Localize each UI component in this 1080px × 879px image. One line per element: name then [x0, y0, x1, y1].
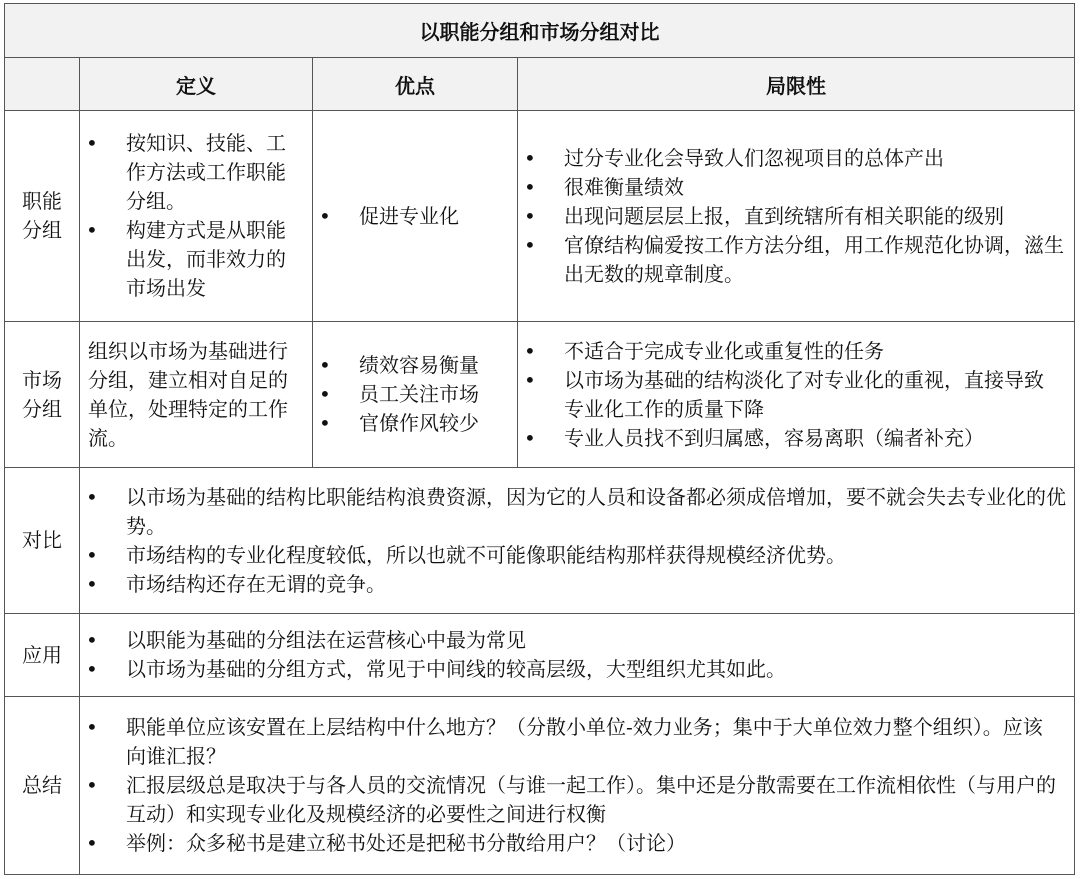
application-row: [5, 614, 1074, 697]
comparison-table: [4, 3, 1075, 875]
list-item: • 汇报层级总是取决于与各人员的交流情况（与谁一起工作）。集中还是分散需要在工作流相依性（与用户的互动）和实现专业化及规模经济的必要性之间进行权衡: [80, 771, 1060, 829]
list-item: • 不适合于完成专业化或重复性的任务: [518, 337, 1060, 366]
list-item: • 很难衡量绩效: [518, 173, 1066, 202]
list-item: • 以市场为基础的分组方式，常见于中间线的较高层级，大型组织尤其如此。: [80, 655, 1066, 684]
list-item: • 员工关注市场: [313, 380, 517, 409]
list-item: • 以市场为基础的结构淡化了对专业化的重视，直接导致专业化工作的质量下降: [518, 366, 1060, 424]
comparison-label: 对比: [5, 468, 80, 613]
list-item: • 专业人员找不到归属感，容易离职（编者补充）: [518, 424, 1060, 453]
table-title: 以职能分组和市场分组对比: [419, 20, 660, 44]
market-row: [5, 322, 1074, 468]
header-corner: [5, 58, 80, 110]
list-item: • 市场结构的专业化程度较低，所以也就不可能像职能结构那样获得规模经济优势。: [80, 541, 1066, 570]
application-label: 应用: [5, 614, 80, 696]
summary-row: [5, 697, 1074, 874]
functional-definition: [80, 111, 313, 321]
functional-row: [5, 111, 1074, 322]
market-definition-text: 组织以市场为基础进行分组，建立相对自足的单位，处理特定的工作流。: [88, 338, 288, 450]
market-label: 市场分组: [5, 322, 80, 467]
market-definition: [80, 322, 313, 467]
summary-content: [80, 697, 1074, 874]
functional-label: 职能分组: [5, 111, 80, 321]
header-advantages: 优点: [313, 58, 518, 110]
header-limitations: 局限性: [766, 73, 826, 98]
summary-label: 总结: [5, 697, 80, 874]
list-item: • 按知识、技能、工作方法或工作职能分组。: [80, 129, 298, 216]
list-item: • 职能单位应该安置在上层结构中什么地方？（分散小单位-效力业务；集中于大单位效力整个组织）。应该向谁汇报？: [80, 713, 1060, 771]
list-item: • 促进专业化: [313, 202, 517, 231]
list-item: • 官僚作风较少: [313, 409, 517, 438]
list-item: • 出现问题层层上报，直到统辖所有相关职能的级别: [518, 202, 1066, 231]
list-item: • 以职能为基础的分组法在运营核心中最为常见: [80, 626, 1066, 655]
market-limitations: [518, 322, 1074, 467]
list-item: • 举例：众多秘书是建立秘书处还是把秘书分散给用户？（讨论）: [80, 829, 1060, 858]
market-advantages: [313, 322, 518, 467]
list-item: • 绩效容易衡量: [313, 351, 517, 380]
list-item: • 构建方式是从职能出发，而非效力的市场出发: [80, 216, 298, 303]
header-definition: 定义: [80, 58, 313, 110]
title-row: [5, 4, 1074, 58]
application-content: [80, 614, 1074, 696]
header-row: [5, 58, 1074, 111]
comparison-row: [5, 468, 1074, 614]
comparison-content: [80, 468, 1074, 613]
list-item: • 以市场为基础的结构比职能结构浪费资源，因为它的人员和设备都必须成倍增加，要不就会失去专业化的优势。: [80, 483, 1066, 541]
list-item: • 过分专业化会导致人们忽视项目的总体产出: [518, 144, 1066, 173]
functional-advantages: [313, 111, 518, 321]
list-item: • 市场结构还存在无谓的竞争。: [80, 570, 1066, 599]
functional-limitations: [518, 111, 1074, 321]
list-item: • 官僚结构偏爱按工作方法分组，用工作规范化协调，滋生出无数的规章制度。: [518, 231, 1066, 289]
